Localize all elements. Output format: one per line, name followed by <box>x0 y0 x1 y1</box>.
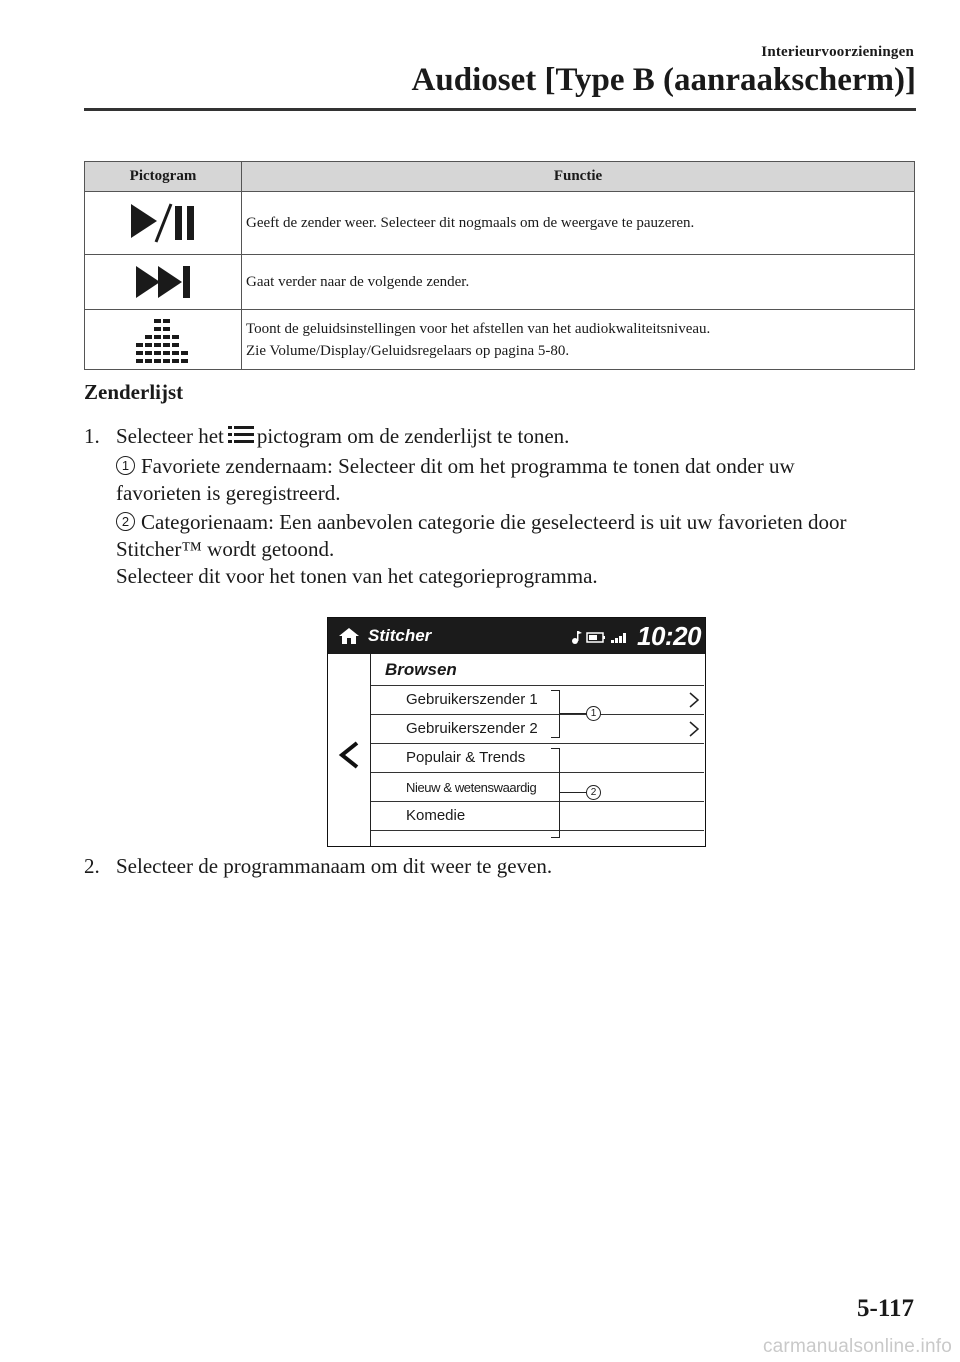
step-1-text <box>116 422 569 452</box>
back-column <box>328 654 371 846</box>
equalizer-icon <box>85 317 241 363</box>
app-name: Stitcher <box>368 626 432 645</box>
list-item-comedy[interactable] <box>371 802 704 831</box>
item-text: Favoriete zendernaam: Selecteer dit om het programma te tonen dat onder uw <box>141 454 795 478</box>
browse-title: Browsen <box>385 660 457 679</box>
watermark: carmanualsonline.info <box>762 1336 952 1357</box>
clock: 10:20 <box>637 621 701 651</box>
callout-bracket <box>551 748 560 838</box>
screen-status-bar <box>328 618 705 654</box>
battery-icon <box>587 633 605 642</box>
chevron-right-icon <box>689 721 699 742</box>
home-icon[interactable] <box>338 627 360 650</box>
column-header-functie: Functie <box>242 162 915 192</box>
list-item-label: Gebruikerszender 2 <box>406 720 538 737</box>
list-item-new-noteworthy[interactable] <box>371 773 704 802</box>
list-icon <box>228 424 254 452</box>
step-2-text: Selecteer de programmanaam om dit weer te geven. <box>116 854 553 878</box>
step-text: pictogram om de zenderlijst te tonen. <box>256 424 570 448</box>
stitcher-screen <box>327 617 706 847</box>
function-description <box>242 255 915 310</box>
status-icons <box>571 630 633 649</box>
section-heading: Zenderlijst <box>84 380 184 404</box>
callout-line <box>559 792 586 793</box>
description-line: Gaat verder naar de volgende zender. <box>246 274 470 290</box>
table-row <box>85 310 915 370</box>
icon-cell <box>85 255 242 310</box>
list-item-label: Nieuw & wetenswaardig <box>406 780 537 795</box>
step-number: 1. <box>84 424 100 448</box>
function-description <box>242 192 915 255</box>
table-row <box>85 255 915 310</box>
callout-marker-2: 2 <box>586 785 601 800</box>
pictogram-table <box>84 161 915 370</box>
list-item-label: Komedie <box>406 807 466 824</box>
item-1-line-2: favorieten is geregistreerd. <box>116 481 341 505</box>
callout-marker-1: 1 <box>586 706 601 721</box>
table-row <box>85 192 915 255</box>
item-2-line-3: Selecteer dit voor het tonen van het categorieprogramma. <box>116 564 598 588</box>
section-label: Interieurvoorzieningen <box>761 44 914 60</box>
callout-marker: 1 <box>116 456 135 475</box>
icon-cell <box>85 310 242 370</box>
callout-line <box>559 713 586 714</box>
table-header-row <box>85 162 915 192</box>
list-item-user-station-2[interactable] <box>371 715 704 744</box>
skip-next-icon <box>85 264 241 300</box>
item-text: Categorienaam: Een aanbevolen categorie die geselecteerd is uit uw favorieten door <box>141 510 847 534</box>
music-note-icon <box>572 631 582 644</box>
list-item-user-station-1[interactable] <box>371 686 704 715</box>
callout-marker: 2 <box>116 512 135 531</box>
list-item-label: Populair & Trends <box>406 749 526 766</box>
item-2-line-2: Stitcher™ wordt getoond. <box>116 537 335 561</box>
page-title: Audioset [Type B (aanraakscherm)] <box>411 62 916 98</box>
list-item-label: Gebruikerszender 1 <box>406 691 538 708</box>
description-line: Zie Volume/Display/Geluidsregelaars op pagina 5-80. <box>246 342 570 359</box>
function-description <box>242 310 915 370</box>
list-item-popular-trends[interactable] <box>371 744 704 773</box>
step-text: Selecteer het <box>116 424 224 448</box>
item-2-line-1 <box>116 508 847 536</box>
column-header-pictogram: Pictogram <box>85 162 242 192</box>
play-pause-icon <box>85 202 241 244</box>
title-divider <box>84 108 916 111</box>
callout-bracket <box>551 690 560 738</box>
back-arrow-icon[interactable] <box>337 740 361 775</box>
description-line: Geeft de zender weer. Selecteer dit nogmaals om de weergave te pauzeren. <box>246 215 695 231</box>
page-number: 5-117 <box>857 1295 914 1322</box>
description-line: Toont de geluidsinstellingen voor het afstellen van het audiokwaliteitsniveau. <box>246 320 711 337</box>
item-1-line-1 <box>116 452 795 480</box>
signal-icon <box>611 633 626 643</box>
icon-cell <box>85 192 242 255</box>
chevron-right-icon <box>689 692 699 713</box>
step-number: 2. <box>84 854 100 878</box>
